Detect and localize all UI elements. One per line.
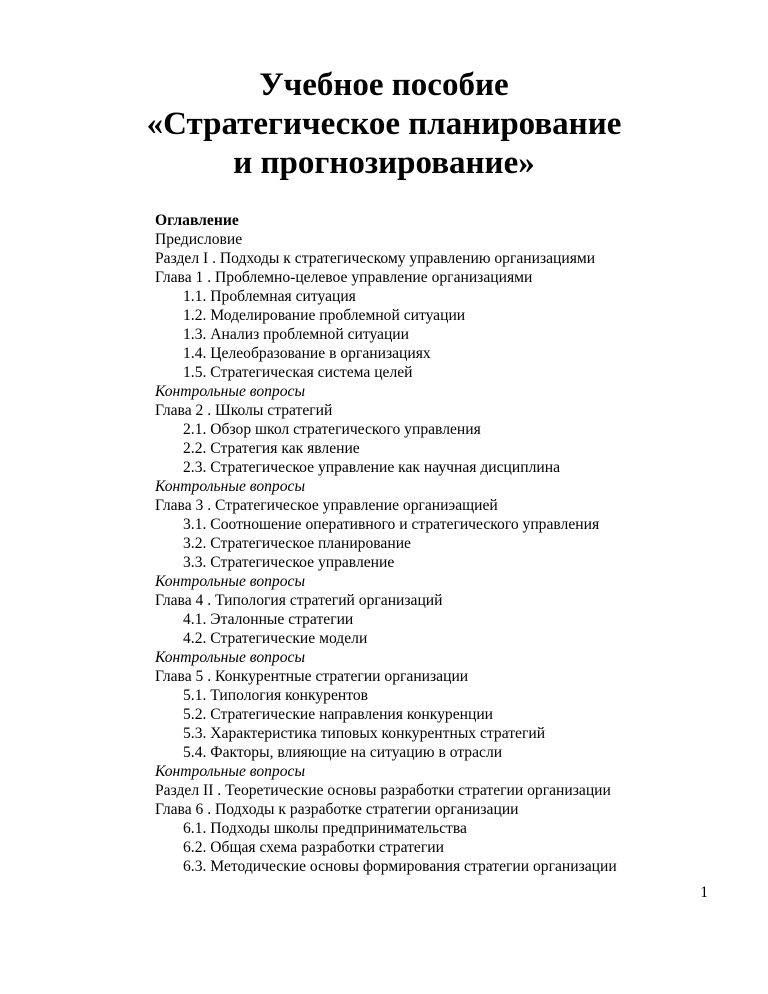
toc-review-questions: Контрольные вопросы <box>155 478 306 495</box>
table-of-contents <box>155 211 735 876</box>
toc-section-entry: 1.3. Анализ проблемной ситуации <box>183 326 410 343</box>
title-line: и прогнозирование» <box>233 145 535 181</box>
toc-section-entry: 2.1. Обзор школ стратегического управления <box>183 421 481 438</box>
toc-section-entry: 5.1. Типология конкурентов <box>183 687 369 704</box>
toc-chapter-entry: Предисловие <box>155 231 243 248</box>
toc-section-entry: 4.1. Эталонные стратегии <box>183 611 354 628</box>
toc-section-entry: 1.2. Моделирование проблемной ситуации <box>183 307 466 324</box>
toc-section-entry: 5.4. Факторы, влияющие на ситуацию в отрасли <box>183 744 503 761</box>
toc-section-entry: 2.3. Стратегическое управление как научная дисциплина <box>183 459 560 476</box>
toc-review-questions: Контрольные вопросы <box>155 649 306 666</box>
toc-chapter-entry: Раздел I . Подходы к стратегическому управлению организациями <box>155 250 596 267</box>
document-title <box>0 66 768 183</box>
toc-section-entry: 4.2. Стратегические модели <box>183 630 368 647</box>
toc-review-questions: Контрольные вопросы <box>155 573 306 590</box>
toc-section-entry: 6.2. Общая схема разработки стратегии <box>183 839 444 856</box>
toc-section-entry: 5.3. Характеристика типовых конкурентных стратегий <box>183 725 546 742</box>
toc-chapter-entry: Глава 3 . Стратегическое управление органиэащией <box>155 497 498 514</box>
toc-chapter-entry: Глава 1 . Проблемно-целевое управление организациями <box>155 269 533 286</box>
toc-section-entry: 1.4. Целеобразование в организациях <box>183 345 431 362</box>
toc-section-entry: 3.1. Соотношение оперативного и стратегического управления <box>183 516 600 533</box>
toc-section-entry: 2.2. Стратегия как явление <box>183 440 360 457</box>
toc-section-entry: 6.3. Методические основы формирования стратегии организации <box>183 858 617 875</box>
toc-chapter-entry: Раздел II . Теоретические основы разработки стратегии организации <box>155 782 611 799</box>
toc-section-entry: 3.3. Стратегическое управление <box>183 554 395 571</box>
toc-chapter-entry: Глава 5 . Конкурентные стратегии организации <box>155 668 469 685</box>
toc-section-entry: 1.1. Проблемная ситуация <box>183 288 356 305</box>
toc-chapter-entry: Глава 2 . Школы стратегий <box>155 402 333 419</box>
toc-chapter-entry: Глава 4 . Типология стратегий организаций <box>155 592 443 609</box>
toc-review-questions: Контрольные вопросы <box>155 383 306 400</box>
toc-section-entry: 1.5. Стратегическая система целей <box>183 364 413 381</box>
toc-chapter-entry: Глава 6 . Подходы к разработке стратегии организации <box>155 801 519 818</box>
page-number: 1 <box>700 884 708 901</box>
toc-section-entry: 6.1. Подходы школы предпринимательства <box>183 820 467 837</box>
title-line: Учебное пособие <box>259 67 509 103</box>
toc-section-entry: 3.2. Стратегическое планирование <box>183 535 411 552</box>
title-line: «Стратегическое планирование <box>146 106 622 142</box>
toc-review-questions: Контрольные вопросы <box>155 763 306 780</box>
toc-section-entry: 5.2. Стратегические направления конкуренции <box>183 706 494 723</box>
toc-heading: Оглавление <box>155 212 239 229</box>
